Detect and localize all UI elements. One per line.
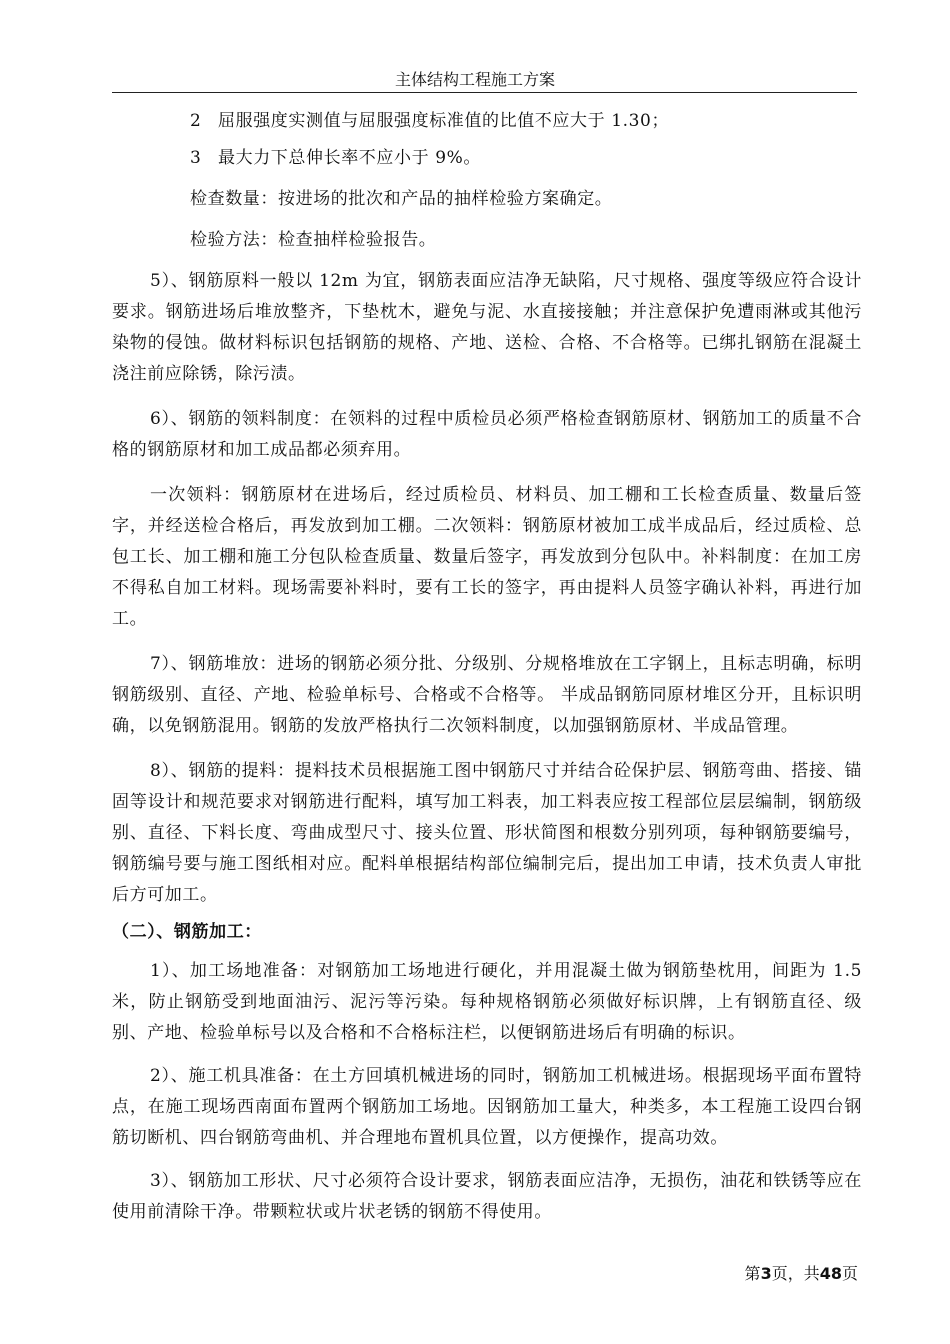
- list-item-text: 屈服强度实测值与屈服强度标准值的比值不应大于 1.30；: [218, 111, 670, 131]
- footer-page-number: 3: [760, 1264, 772, 1283]
- paragraph-machinery-preparation: 2）、施工机具准备：在土方回填机械进场的同时，钢筋加工机械进场。根据现场平面布置特点，在施工现场西南面布置两个钢筋加工场地。因钢筋加工量大，种类多，本工程施工设四台钢筋切断机、四台钢筋弯曲机、并合理地布置机具位置，以方便操作，提高功效。: [112, 1066, 862, 1148]
- paragraph-requisition-steps: 一次领料：钢筋原材在进场后，经过质检员、材料员、加工棚和工长检查质量、数量后签字，并经送检合格后，再发放到加工棚。二次领料：钢筋原材被加工成半成品后，经过质检、总包工长、加工棚和施工分包队检查质量、数量后签字，再发放到分包队中。补料制度：在加工房不得私自加工材料。现场需要补料时，要有工长的签字，再由提料人员签字确认补料，再进行加工。: [112, 485, 862, 629]
- footer-middle: 页，共: [771, 1264, 820, 1283]
- list-item-number: 2: [190, 111, 202, 131]
- document-header-title: 主体结构工程施工方案: [394, 70, 555, 89]
- footer-total-pages: 48: [819, 1264, 842, 1283]
- paragraph-site-preparation: 1）、加工场地准备：对钢筋加工场地进行硬化，并用混凝土做为钢筋垫枕用，间距为 1.5 米，防止钢筋受到地面油污、泥污等污染。每种规格钢筋必须做好标识牌，上有钢筋直径、级别、产地、检验单标号以及合格和不合格标注栏，以便钢筋进场后有明确的标识。: [112, 961, 862, 1043]
- list-item: [112, 143, 862, 174]
- header-divider: [112, 92, 857, 93]
- section-heading: （二）、钢筋加工：: [112, 922, 262, 942]
- paragraph-processing-requirements: 3）、钢筋加工形状、尺寸必须符合设计要求，钢筋表面应洁净，无损伤，油花和铁锈等应在使用前清除干净。带颗粒状或片状老锈的钢筋不得使用。: [112, 1171, 862, 1222]
- page-footer: [745, 1264, 858, 1284]
- list-item-text: 最大力下总伸长率不应小于 9%。: [218, 148, 481, 168]
- paragraph-stacking: 7）、钢筋堆放：进场的钢筋必须分批、分级别、分规格堆放在工字钢上，且标志明确，标明钢筋级别、直径、产地、检验单标号、合格或不合格等。 半成品钢筋同原材堆区分开，且标识明确，以免钢筋混用。钢筋的发放严格执行二次领料制度，以加强钢筋原材、半成品管理。: [112, 654, 862, 736]
- list-item: [112, 106, 862, 137]
- page-body: [112, 100, 862, 1228]
- footer-suffix: 页: [841, 1264, 858, 1283]
- footer-prefix: 第: [744, 1264, 761, 1283]
- check-method-line: 检验方法：检查抽样检验报告。: [190, 230, 437, 250]
- list-item-number: 3: [190, 148, 202, 168]
- paragraph-requisition-system: 6）、钢筋的领料制度：在领料的过程中质检员必须严格检查钢筋原材、钢筋加工的质量不合格的钢筋原材和加工成品都必须弃用。: [112, 409, 862, 460]
- check-quantity-line: 检查数量：按进场的批次和产品的抽样检验方案确定。: [190, 189, 613, 209]
- paragraph-raw-material: 5）、钢筋原料一般以 12m 为宜，钢筋表面应洁净无缺陷，尺寸规格、强度等级应符合设计要求。钢筋进场后堆放整齐，下垫枕木，避免与泥、水直接接触；并注意保护免遭雨淋或其他污染物的侵蚀。做材料标识包括钢筋的规格、产地、送检、合格、不合格等。已绑扎钢筋在混凝土浇注前应除锈，除污渍。: [112, 271, 862, 384]
- paragraph-ordering: 8）、钢筋的提料：提料技术员根据施工图中钢筋尺寸并结合砼保护层、钢筋弯曲、搭接、锚固等设计和规范要求对钢筋进行配料，填写加工料表，加工料表应按工程部位层层编制，钢筋级别、直径、下料长度、弯曲成型尺寸、接头位置、形状简图和根数分别列项，每种钢筋要编号，钢筋编号要与施工图纸相对应。配料单根据结构部位编制完后，提出加工申请，技术负责人审批后方可加工。: [112, 761, 862, 905]
